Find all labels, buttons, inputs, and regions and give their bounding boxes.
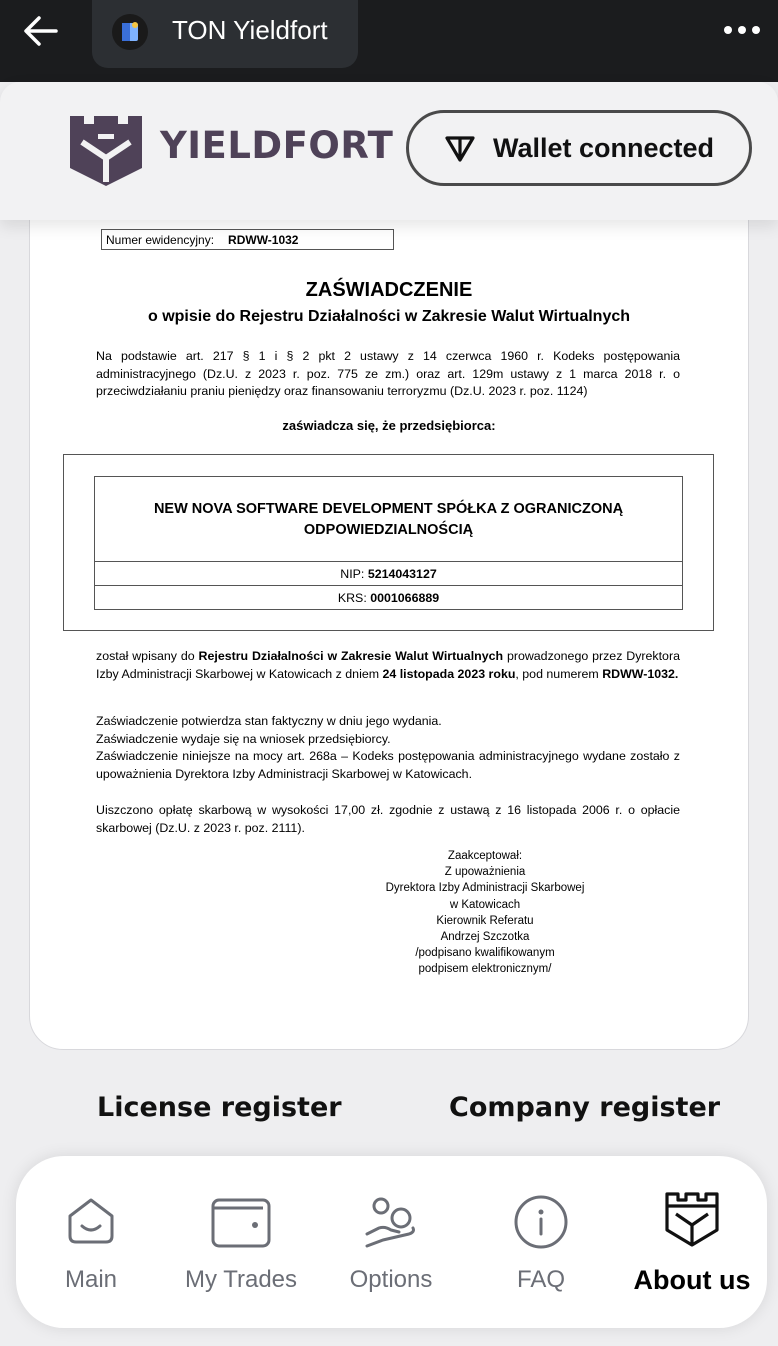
note-line-2: Zaświadczenie wydaje się na wniosek przedsiębiorcy. [96,731,391,746]
app-title-pill[interactable] [92,0,358,68]
legal-basis-paragraph: Na podstawie art. 217 § 1 i § 2 pkt 2 ustawy z 14 czerwca 1960 r. Kodeks postępowania administracyjnego (Dz.U. z 2023 r. poz. 775 ze zm.) oraz art. 129m ustawy z 1 marca 2018 r. o przeciwdziałaniu praniu pieniędzy oraz finansowaniu terroryzmu (Dz.U. 2023 r. poz. 1124) [96,349,680,398]
fee-paragraph: Uiszczono opłatę skarbową w wysokości 17,00 zł. zgodnie z ustawą z 16 listopada 2006 r. o opłacie skarbowej (Dz.U. z 2023 r. poz. 2111). [96,803,680,835]
brand-name: YIELDFORT [160,124,394,167]
wallet-connected-button[interactable] [406,110,752,186]
reg-text-2: prowadzonego przez Dyrektora Izby Administracji Skarbowej w Katowicach z dniem [96,649,680,681]
krs-label: KRS: [337,591,367,605]
krs-row [95,585,682,609]
reg-text-3: , pod numerem [515,666,599,681]
castle-icon [664,1190,720,1248]
wallet-button-label: Wallet connected [493,132,715,163]
certificate-document [30,191,748,1049]
app-avatar [112,14,148,50]
document-subtitle: o wpisie do Rejestru Działalności w Zakresie Walut Wirtualnych [147,308,631,325]
registration-paragraph [96,648,680,683]
sign-line: Kierownik Referatu [436,914,534,927]
certificate-card [29,190,749,1050]
app-header [0,82,778,220]
sign-line: podpisem elektronicznym/ [418,963,552,976]
note-line-3: Zaświadczenie niniejsze na mocy art. 268a – Kodeks postępowania administracyjnego wydane zostało z upoważnienia Dyrektora Izby Administracji Skarbowej w Katowicach. [96,749,680,781]
home-smile-icon [64,1194,118,1248]
company-name: NEW NOVA SOFTWARE DEVELOPMENT SPÓŁKA Z OGRANICZONĄ ODPOWIEDZIALNOŚCIĄ [153,501,624,538]
sign-line: w Katowicach [449,898,521,911]
nip-row [95,561,682,585]
sign-line: /podpisano kwalifikowanym [415,947,555,960]
app-logo-icon [112,14,148,50]
hand-coins-icon [361,1194,421,1250]
company-outer-box [63,454,714,631]
yieldfort-logo-icon[interactable] [68,112,144,188]
app-title: TON Yieldfort [172,15,328,45]
sign-line: Andrzej Szczotka [440,931,530,944]
reg-register-name: Rejestru Działalności w Zakresie Walut Wirtualnych [198,649,504,663]
info-icon [513,1194,569,1250]
certifies-line: zaświadcza się, że przedsiębiorca: [282,418,496,433]
nav-my-trades[interactable] [166,1156,316,1328]
nav-my-trades-label: My Trades [184,1266,298,1293]
note-line-1: Zaświadczenie potwierdza stan faktyczny w dniu jego wydania. [96,714,442,728]
sign-line: Zaakceptował: [447,850,523,862]
registry-number-value: RDWW-1032 [228,233,299,247]
notes-paragraph [96,713,680,783]
nav-main[interactable] [16,1156,166,1328]
company-register-link[interactable]: Company register [449,1092,721,1123]
more-dots-icon[interactable] [722,18,762,42]
nav-faq-label: FAQ [516,1266,565,1293]
nav-options[interactable] [316,1156,466,1328]
telegram-top-bar [0,0,778,82]
bottom-navigation [16,1156,767,1328]
sign-line: Z upoważnienia [444,866,526,879]
nip-value: 5214043127 [367,567,437,581]
wallet-icon [209,1194,273,1250]
nav-main-label: Main [64,1266,118,1293]
registry-number-label: Numer ewidencyjny: [106,233,215,247]
reg-number: RDWW-1032. [602,666,679,681]
ton-icon [443,131,477,165]
reg-text-1: został wpisany do [96,649,195,663]
nav-about-us-label: About us [633,1265,751,1295]
reg-date: 24 listopada 2023 roku [382,666,516,681]
nav-options-label: Options [349,1266,433,1293]
registry-number-box [101,229,394,250]
license-register-link[interactable]: License register [97,1092,342,1123]
document-title: ZAŚWIADCZENIE [305,279,473,301]
krs-value: 0001066889 [370,591,440,605]
sign-line: Dyrektora Izby Administracji Skarbowej [385,882,585,895]
nav-about-us[interactable] [617,1156,767,1328]
nip-label: NIP: [340,567,365,581]
company-inner-box [94,476,683,610]
arrow-left-icon[interactable] [20,10,62,52]
signature-block [360,848,610,978]
nav-faq[interactable] [466,1156,616,1328]
